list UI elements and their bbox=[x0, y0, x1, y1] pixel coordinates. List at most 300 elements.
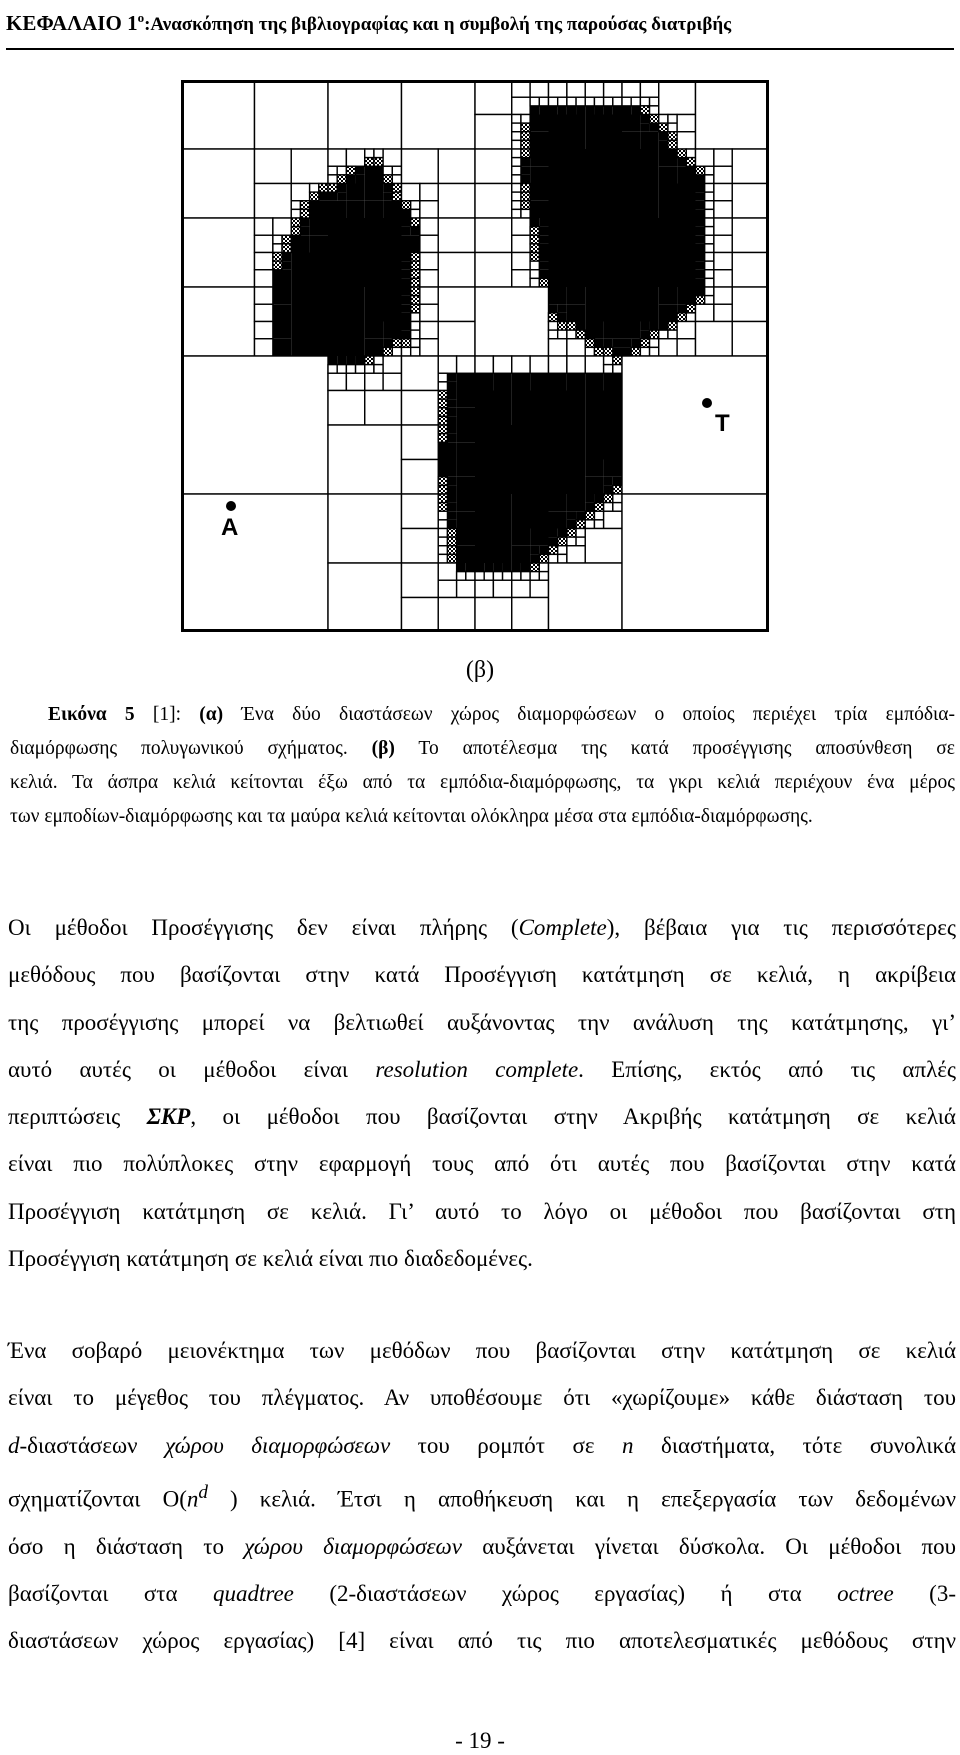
caption-label-b: (β) bbox=[371, 738, 395, 759]
quadtree-cell-black bbox=[530, 218, 539, 227]
quadtree-cell-black bbox=[402, 261, 411, 270]
quadtree-cell-black bbox=[549, 106, 558, 115]
quadtree-cell-white bbox=[622, 97, 631, 106]
quadtree-cell-black bbox=[640, 123, 649, 132]
quadtree-cell-white bbox=[392, 166, 401, 175]
quadtree-cell-black bbox=[696, 184, 705, 193]
quadtree-cell-black bbox=[530, 106, 539, 115]
quadtree-cell-black bbox=[447, 373, 456, 382]
quadtree-cell-black bbox=[447, 503, 456, 512]
quadtree-figure bbox=[181, 80, 769, 632]
quadtree-cell-white bbox=[668, 115, 677, 124]
quadtree-cell-black bbox=[402, 313, 411, 322]
quadtree-cell-white bbox=[705, 244, 714, 253]
quadtree-cell-white bbox=[438, 184, 475, 219]
quadtree-cell-white bbox=[613, 365, 622, 374]
quadtree-cell-gray bbox=[346, 166, 355, 175]
quadtree-cell-black bbox=[457, 511, 475, 528]
quadtree-cell-white bbox=[714, 218, 732, 235]
quadtree-cell-white bbox=[521, 115, 530, 124]
quadtree-cell-white bbox=[411, 201, 420, 210]
quadtree-cell-black bbox=[604, 485, 613, 494]
quadtree-cell-black bbox=[677, 158, 686, 167]
quadtree-cell-white bbox=[374, 356, 383, 365]
quadtree-cell-black bbox=[567, 287, 585, 304]
quadtree-diagram bbox=[181, 80, 769, 632]
quadtree-cell-white bbox=[402, 347, 411, 356]
quadtree-cell-black bbox=[512, 563, 521, 572]
quadtree-cell-white bbox=[714, 287, 732, 304]
quadtree-cell-black bbox=[530, 554, 539, 563]
quadtree-cell-black bbox=[521, 563, 530, 572]
quadtree-cell-black bbox=[604, 373, 622, 390]
quadtree-cell-white bbox=[677, 322, 695, 339]
quadtree-cell-white bbox=[686, 313, 695, 322]
quadtree-cell-black bbox=[622, 132, 640, 149]
quadtree-cell-black bbox=[402, 278, 411, 287]
quadtree-cell-white bbox=[484, 572, 493, 581]
quadtree-cell-white bbox=[420, 184, 438, 201]
quadtree-cell-white bbox=[604, 511, 622, 528]
quadtree-cell-white bbox=[420, 218, 438, 235]
p2-line: διαστάσεων χώρος εργασίας) [4] είναι από τις πιο αποτελεσματικές μεθόδους στην bbox=[8, 1628, 956, 1654]
quadtree-cell-gray bbox=[392, 192, 401, 201]
p2-text: βασίζονται στα bbox=[8, 1581, 213, 1607]
quadtree-cell-white bbox=[493, 572, 502, 581]
quadtree-cell-white bbox=[273, 218, 291, 235]
quadtree-cell-white bbox=[732, 218, 769, 253]
caption-line-1 bbox=[10, 698, 955, 732]
quadtree-cell-black bbox=[365, 339, 383, 356]
quadtree-cell-gray bbox=[696, 166, 705, 175]
p2-var-d-sup: d bbox=[198, 1481, 208, 1503]
quadtree-cell-gray bbox=[521, 184, 530, 193]
quadtree-cell-white bbox=[677, 115, 695, 132]
quadtree-cell-gray bbox=[650, 330, 659, 339]
quadtree-cell-gray bbox=[392, 184, 401, 193]
quadtree-cell-white bbox=[365, 391, 402, 426]
quadtree-cell-white bbox=[420, 322, 438, 339]
quadtree-cell-black bbox=[402, 227, 411, 236]
quadtree-cell-white bbox=[549, 356, 567, 373]
p1-text: περιπτώσεις bbox=[8, 1104, 147, 1130]
quadtree-cell-black bbox=[558, 304, 567, 313]
quadtree-cell-white bbox=[420, 270, 438, 287]
quadtree-cell-black bbox=[475, 373, 493, 390]
p2-text: (3- bbox=[893, 1581, 956, 1607]
quadtree-cell-black bbox=[512, 494, 549, 529]
quadtree-cell-white bbox=[402, 391, 439, 426]
quadtree-cell-gray bbox=[447, 529, 456, 538]
quadtree-cell-white bbox=[255, 287, 273, 304]
quadtree-cell-black bbox=[365, 322, 383, 339]
quadtree-cell-white bbox=[512, 598, 549, 633]
quadtree-cell-black bbox=[530, 546, 539, 555]
quadtree-cell-black bbox=[696, 244, 705, 253]
quadtree-cell-white bbox=[512, 572, 521, 581]
quadtree-cell-black bbox=[273, 287, 291, 304]
quadtree-cell-white bbox=[475, 115, 512, 150]
quadtree-cell-white bbox=[530, 278, 539, 287]
quadtree-cell-black bbox=[447, 408, 456, 417]
quadtree-cell-black bbox=[402, 209, 411, 218]
quadtree-cell-white bbox=[567, 97, 576, 106]
quadtree-cell-black bbox=[457, 529, 475, 546]
quadtree-cell-white bbox=[594, 97, 603, 106]
quadtree-cell-gray bbox=[319, 184, 328, 193]
quadtree-cell-white bbox=[732, 149, 769, 184]
quadtree-cell-gray bbox=[686, 158, 695, 167]
quadtree-cell-black bbox=[447, 494, 456, 503]
quadtree-cell-white bbox=[705, 166, 714, 175]
quadtree-cell-white bbox=[475, 598, 512, 633]
quadtree-cell-white bbox=[705, 253, 714, 262]
quadtree-cell-white bbox=[383, 373, 401, 390]
quadtree-cell-white bbox=[475, 253, 512, 288]
quadtree-cell-gray bbox=[558, 322, 567, 331]
quadtree-cell-white bbox=[659, 339, 677, 356]
p1-line bbox=[8, 1093, 956, 1140]
quadtree-cell-black bbox=[310, 235, 328, 252]
quadtree-cell-gray bbox=[300, 209, 309, 218]
quadtree-cell-white bbox=[273, 235, 282, 244]
quadtree-cell-black bbox=[447, 511, 456, 520]
quadtree-cell-white bbox=[594, 520, 603, 529]
quadtree-cell-black bbox=[613, 106, 622, 115]
quadtree-cell-black bbox=[438, 460, 456, 477]
quadtree-cell-black bbox=[457, 494, 475, 511]
quadtree-cell-white bbox=[411, 339, 420, 348]
quadtree-cell-black bbox=[650, 123, 659, 132]
figure-caption bbox=[10, 698, 955, 834]
quadtree-cell-black bbox=[659, 287, 677, 304]
quadtree-cell-white bbox=[512, 580, 530, 597]
quadtree-cell-white bbox=[438, 373, 447, 382]
quadtree-cell-white bbox=[604, 97, 613, 106]
quadtree-cell-black bbox=[402, 304, 411, 313]
quadtree-cell-black bbox=[567, 511, 576, 520]
quadtree-cell-white bbox=[402, 460, 439, 495]
quadtree-cell-white bbox=[714, 166, 732, 183]
quadtree-cell-white bbox=[512, 115, 521, 124]
quadtree-cell-gray bbox=[411, 287, 420, 296]
quadtree-cell-black bbox=[475, 563, 484, 572]
quadtree-cell-gray bbox=[438, 477, 447, 486]
p1-term-skr: ΣΚΡ bbox=[146, 1104, 191, 1130]
quadtree-cell-black bbox=[356, 175, 365, 184]
quadtree-cell-white bbox=[604, 365, 613, 374]
quadtree-cell-black bbox=[475, 391, 512, 426]
quadtree-cell-gray bbox=[438, 391, 447, 400]
quadtree-cell-black bbox=[622, 106, 631, 115]
quadtree-cell-black bbox=[475, 425, 549, 494]
quadtree-cell-black bbox=[356, 166, 365, 175]
quadtree-cell-black bbox=[650, 322, 659, 331]
quadtree-cell-black bbox=[346, 184, 364, 201]
quadtree-cell-white bbox=[705, 270, 714, 279]
p1-text: , οι μέθοδοι που βασίζονται στην Ακριβής κατάτμηση σε κελιά bbox=[190, 1104, 956, 1130]
quadtree-cell-black bbox=[594, 106, 603, 115]
quadtree-cell-black bbox=[402, 330, 411, 339]
quadtree-cell-black bbox=[696, 261, 705, 270]
quadtree-cell-white bbox=[402, 149, 439, 184]
quadtree-cell-gray bbox=[530, 227, 539, 236]
quadtree-cell-white bbox=[337, 166, 346, 175]
quadtree-cell-gray bbox=[411, 296, 420, 305]
quadtree-cell-gray bbox=[310, 192, 319, 201]
quadtree-cell-black bbox=[585, 391, 622, 426]
figure-sublabel: (β) bbox=[465, 657, 495, 683]
quadtree-cell-black bbox=[411, 227, 420, 236]
quadtree-cell-white bbox=[457, 572, 466, 581]
p1-text: . Επίσης, εκτός από τις απλές bbox=[578, 1056, 956, 1082]
quadtree-cell-black bbox=[585, 322, 603, 339]
quadtree-cell-gray bbox=[328, 184, 337, 193]
quadtree-cell-white bbox=[659, 330, 668, 339]
quadtree-cell-black bbox=[640, 115, 649, 124]
p1-term-complete: Complete bbox=[518, 915, 607, 940]
quadtree-cell-black bbox=[300, 218, 309, 227]
p1-line: μεθόδους που βασίζονται στην κατά Προσέγγιση κατάτμηση σε κελιά, η ακρίβεια bbox=[8, 962, 956, 988]
quadtree-cell-white bbox=[585, 97, 594, 106]
quadtree-cell-white bbox=[549, 339, 567, 356]
quadtree-cell-white bbox=[512, 201, 521, 210]
quadtree-cell-black bbox=[549, 460, 586, 495]
quadtree-cell-white bbox=[539, 563, 548, 572]
quadtree-cell-white bbox=[576, 537, 585, 546]
quadtree-cell-black bbox=[512, 373, 530, 390]
quadtree-cell-black bbox=[447, 399, 456, 408]
quadtree-cell-black bbox=[402, 270, 411, 279]
quadtree-cell-gray bbox=[521, 201, 530, 210]
quadtree-cell-gray bbox=[585, 511, 594, 520]
quadtree-cell-gray bbox=[411, 304, 420, 313]
quadtree-cell-black bbox=[549, 494, 567, 511]
quadtree-cell-gray bbox=[613, 485, 622, 494]
quadtree-cell-white bbox=[328, 80, 402, 149]
quadtree-cell-black bbox=[613, 347, 622, 356]
quadtree-cell-black bbox=[585, 425, 622, 460]
quadtree-cell-black bbox=[549, 391, 586, 426]
quadtree-cell-black bbox=[291, 322, 328, 357]
quadtree-cell-white bbox=[714, 149, 732, 166]
quadtree-cell-white bbox=[512, 158, 521, 167]
quadtree-cell-black bbox=[558, 313, 567, 322]
quadtree-cell-black bbox=[475, 529, 512, 564]
quadtree-cell-black bbox=[567, 106, 576, 115]
quadtree-cell-black bbox=[567, 304, 585, 321]
quadtree-cell-black bbox=[539, 270, 548, 279]
quadtree-cell-black bbox=[475, 494, 512, 529]
quadtree-cell-black bbox=[328, 218, 402, 287]
quadtree-cell-black bbox=[521, 175, 530, 184]
quadtree-cell-gray bbox=[438, 425, 447, 434]
quadtree-cell-white bbox=[411, 322, 420, 331]
quadtree-cell-white bbox=[705, 192, 714, 201]
quadtree-cell-white bbox=[255, 80, 329, 149]
quadtree-cell-gray bbox=[383, 175, 392, 184]
quadtree-cell-black bbox=[549, 115, 586, 150]
quadtree-cell-black bbox=[328, 192, 337, 201]
quadtree-cell-black bbox=[585, 115, 622, 150]
quadtree-cell-white bbox=[402, 529, 439, 564]
quadtree-cell-white bbox=[530, 97, 539, 106]
quadtree-cell-black bbox=[457, 373, 475, 390]
quadtree-cell-white bbox=[383, 356, 401, 373]
quadtree-cell-white bbox=[512, 209, 521, 218]
quadtree-cell-white bbox=[365, 373, 383, 390]
quadtree-cell-black bbox=[457, 460, 475, 477]
quadtree-cell-white bbox=[328, 166, 337, 175]
quadtree-cell-black bbox=[447, 391, 456, 400]
quadtree-cell-black bbox=[549, 287, 567, 304]
quadtree-cell-black bbox=[337, 184, 346, 193]
quadtree-cell-white bbox=[181, 80, 255, 149]
quadtree-cell-white bbox=[567, 537, 576, 546]
quadtree-cell-black bbox=[539, 253, 548, 262]
quadtree-cell-white bbox=[622, 356, 769, 494]
quadtree-cell-black bbox=[576, 106, 585, 115]
quadtree-cell-white bbox=[622, 494, 769, 632]
quadtree-cell-gray bbox=[594, 503, 603, 512]
quadtree-cell-black bbox=[503, 563, 512, 572]
quadtree-cell-black bbox=[549, 149, 623, 218]
quadtree-cell-white bbox=[365, 365, 374, 374]
quadtree-cell-black bbox=[447, 477, 456, 486]
quadtree-cell-black bbox=[604, 322, 622, 339]
quadtree-cells bbox=[181, 80, 769, 632]
quadtree-cell-white bbox=[613, 494, 622, 503]
quadtree-cell-white bbox=[705, 184, 714, 193]
quadtree-cell-white bbox=[732, 253, 769, 288]
p2-text: του ρομπότ σε bbox=[390, 1432, 623, 1458]
quadtree-cell-black bbox=[696, 218, 705, 227]
quadtree-cell-black bbox=[604, 477, 613, 486]
quadtree-cell-white bbox=[328, 365, 337, 374]
quadtree-cell-white bbox=[255, 339, 273, 356]
caption-line-2 bbox=[10, 732, 955, 766]
quadtree-cell-black bbox=[677, 287, 695, 304]
quadtree-cell-black bbox=[337, 356, 346, 365]
quadtree-cell-gray bbox=[447, 546, 456, 555]
quadtree-cell-black bbox=[558, 529, 567, 538]
quadtree-cell-white bbox=[705, 296, 714, 305]
quadtree-cell-gray bbox=[530, 563, 539, 572]
quadtree-cell-white bbox=[650, 339, 659, 348]
quadtree-cell-black bbox=[484, 563, 493, 572]
quadtree-cell-black bbox=[549, 218, 623, 287]
quadtree-cell-black bbox=[539, 546, 548, 555]
quadtree-cell-black bbox=[659, 184, 696, 219]
quadtree-cell-white bbox=[696, 304, 714, 321]
quadtree-cell-black bbox=[659, 166, 677, 183]
quadtree-cell-black bbox=[585, 503, 594, 512]
quadtree-cell-white bbox=[549, 330, 558, 339]
quadtree-cell-gray bbox=[686, 304, 695, 313]
quadtree-cell-gray bbox=[374, 158, 383, 167]
quadtree-cell-black bbox=[549, 425, 586, 460]
caption-line-4: των εμποδίων-διαμόρφωσης και τα μαύρα κελιά κείτονται ολόκληρα μέσα στα εμπόδια-διαμόρφωσης. bbox=[10, 806, 813, 827]
quadtree-cell-black bbox=[457, 391, 475, 408]
quadtree-cell-black bbox=[613, 339, 622, 348]
quadtree-cell-white bbox=[493, 356, 511, 373]
quadtree-cell-black bbox=[365, 201, 383, 218]
quadtree-cell-black bbox=[273, 270, 291, 287]
p1-line: της προσέγγισης μπορεί να βελτιωθεί αυξάνοντας την ανάλυση της κατάτμησης, γι’ bbox=[8, 1009, 956, 1035]
quadtree-cell-gray bbox=[392, 339, 401, 348]
quadtree-cell-white bbox=[549, 563, 623, 632]
quadtree-cell-white bbox=[328, 425, 402, 494]
quadtree-cell-gray bbox=[291, 218, 300, 227]
p2-term-config-space: χώρου διαμορφώσεων bbox=[165, 1432, 391, 1458]
quadtree-cell-black bbox=[447, 434, 456, 443]
quadtree-cell-white bbox=[659, 80, 696, 115]
quadtree-cell-black bbox=[696, 201, 705, 210]
quadtree-cell-white bbox=[438, 253, 475, 288]
p2-line bbox=[8, 1523, 956, 1570]
quadtree-cell-white bbox=[374, 365, 383, 374]
p2-text: (2-διαστάσεων χώρος εργασίας) ή στα bbox=[293, 1581, 838, 1607]
quadtree-cell-black bbox=[696, 209, 705, 218]
quadtree-cell-black bbox=[549, 529, 558, 538]
quadtree-cell-white bbox=[328, 149, 346, 166]
quadtree-cell-black bbox=[346, 356, 355, 365]
quadtree-cell-white bbox=[420, 235, 438, 252]
quadtree-cell-white bbox=[585, 347, 594, 356]
quadtree-cell-black bbox=[696, 287, 705, 296]
p1-line: είναι πιο πολύπλοκες στην εφαρμογή τους από ότι αυτές που βασίζονται στην κατά bbox=[8, 1151, 956, 1177]
quadtree-cell-black bbox=[622, 218, 696, 287]
quadtree-cell-white bbox=[255, 235, 273, 252]
quadtree-cell-gray bbox=[539, 278, 548, 287]
quadtree-cell-gray bbox=[604, 494, 613, 503]
quadtree-cell-black bbox=[696, 253, 705, 262]
quadtree-cell-gray bbox=[594, 347, 603, 356]
quadtree-cell-white bbox=[475, 580, 493, 597]
quadtree-cell-black bbox=[273, 322, 291, 339]
quadtree-cell-white bbox=[521, 572, 530, 581]
quadtree-cell-white bbox=[255, 322, 273, 339]
quadtree-cell-black bbox=[346, 175, 355, 184]
quadtree-cell-black bbox=[530, 373, 548, 390]
quadtree-cell-black bbox=[530, 201, 548, 218]
p2-var-n: n bbox=[186, 1486, 199, 1512]
quadtree-cell-black bbox=[383, 339, 392, 348]
quadtree-cell-black bbox=[659, 149, 677, 166]
quadtree-cell-white bbox=[705, 218, 714, 227]
quadtree-cell-white bbox=[640, 347, 649, 356]
quadtree-cell-gray bbox=[291, 227, 300, 236]
quadtree-cell-white bbox=[567, 356, 585, 373]
quadtree-cell-black bbox=[567, 373, 585, 390]
p2-var-n: n bbox=[622, 1432, 634, 1458]
caption-figure-ref: Εικόνα 5 bbox=[48, 704, 135, 725]
quadtree-cell-white bbox=[383, 149, 401, 166]
quadtree-cell-black bbox=[640, 132, 658, 149]
quadtree-cell-black bbox=[300, 227, 309, 236]
quadtree-cell-gray bbox=[447, 537, 456, 546]
quadtree-cell-white bbox=[328, 373, 346, 390]
quadtree-cell-gray bbox=[576, 330, 585, 339]
quadtree-cell-black bbox=[512, 546, 530, 563]
quadtree-cell-gray bbox=[604, 347, 613, 356]
quadtree-cell-black bbox=[328, 287, 365, 322]
quadtree-cell-white bbox=[457, 356, 475, 373]
quadtree-cell-black bbox=[291, 235, 309, 252]
quadtree-cell-gray bbox=[521, 123, 530, 132]
caption-text-b: Το αποτέλεσμα της κατά προσέγγισης αποσύνθεση σε bbox=[394, 738, 955, 759]
paragraph-1 bbox=[8, 904, 956, 1282]
